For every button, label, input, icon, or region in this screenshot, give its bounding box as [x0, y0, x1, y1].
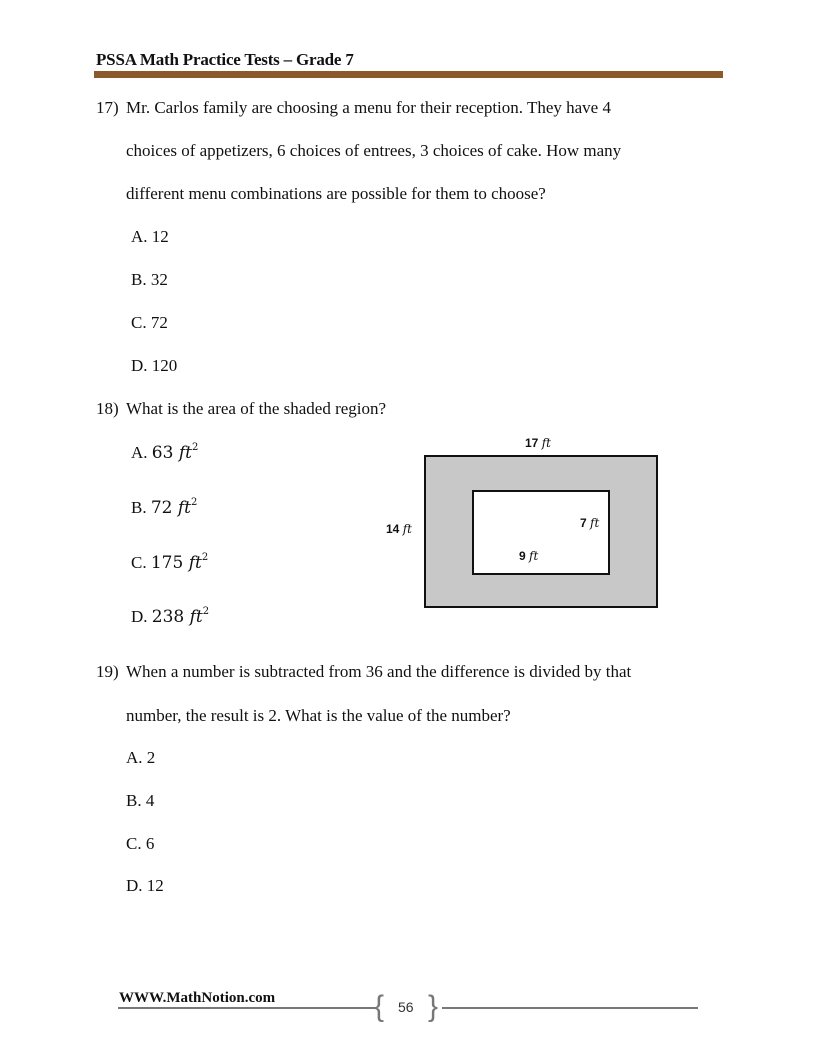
outer-width-label: 17 ft — [525, 436, 551, 450]
option-letter: D. — [131, 607, 148, 626]
question-19-number: 19) — [96, 662, 119, 681]
footer-divider-right — [442, 1007, 698, 1009]
question-18-option-b — [131, 498, 197, 518]
question-19-option-b: B. 4 — [126, 791, 155, 810]
question-19-option-c: C. 6 — [126, 834, 155, 853]
question-19-text-line-2: number, the result is 2. What is the value of the number? — [126, 706, 511, 725]
footer-website[interactable]: WWW.MathNotion.com — [119, 990, 276, 1006]
footer-divider-left — [118, 1007, 376, 1009]
option-value: 175 $ft^2$ — [150, 552, 209, 573]
option-letter: C. — [131, 553, 147, 572]
question-17-option-a: A. 12 — [131, 227, 169, 246]
question-17-option-b: B. 32 — [131, 270, 168, 289]
question-19-option-d: D. 12 — [126, 876, 164, 895]
option-value: 72 $ft^2$ — [150, 497, 198, 518]
question-19-option-a: A. 2 — [126, 748, 156, 767]
header-divider — [94, 71, 723, 78]
shaded-region-figure — [380, 430, 680, 620]
question-17-text-line-2: choices of appetizers, 6 choices of entrees, 3 choices of cake. How many — [126, 141, 622, 160]
question-18-option-d — [131, 607, 209, 627]
option-value: 238 $ft^2$ — [151, 606, 210, 627]
option-letter: A. — [131, 443, 148, 462]
question-18-number: 18) — [96, 399, 119, 418]
question-17-text-line-3: different menu combinations are possible for them to choose? — [126, 184, 546, 203]
page-number: 56 — [398, 999, 414, 1015]
question-17-number: 17) — [96, 98, 119, 117]
question-19-text-line-1: When a number is subtracted from 36 and the difference is divided by that — [126, 662, 632, 681]
footer-left-brace: { — [374, 990, 385, 1023]
outer-height-label: 14 ft — [386, 522, 412, 536]
shaded-region-diagram — [380, 430, 680, 620]
question-18-text: What is the area of the shaded region? — [126, 399, 387, 418]
page-header-title: PSSA Math Practice Tests – Grade 7 — [96, 50, 354, 69]
footer-right-brace: } — [428, 990, 439, 1023]
question-18-option-a — [131, 443, 198, 463]
question-17-option-c: C. 72 — [131, 313, 168, 332]
option-letter: B. — [131, 498, 147, 517]
question-17-text-line-1: Mr. Carlos family are choosing a menu for their reception. They have 4 — [126, 98, 611, 117]
question-17-option-d: D. 120 — [131, 356, 178, 375]
inner-height-label: 7 ft — [580, 516, 600, 530]
option-value: 63 $ft^2$ — [151, 442, 199, 463]
question-18-option-c — [131, 553, 208, 573]
inner-rectangle — [473, 491, 609, 574]
inner-width-label: 9 ft — [519, 549, 539, 563]
